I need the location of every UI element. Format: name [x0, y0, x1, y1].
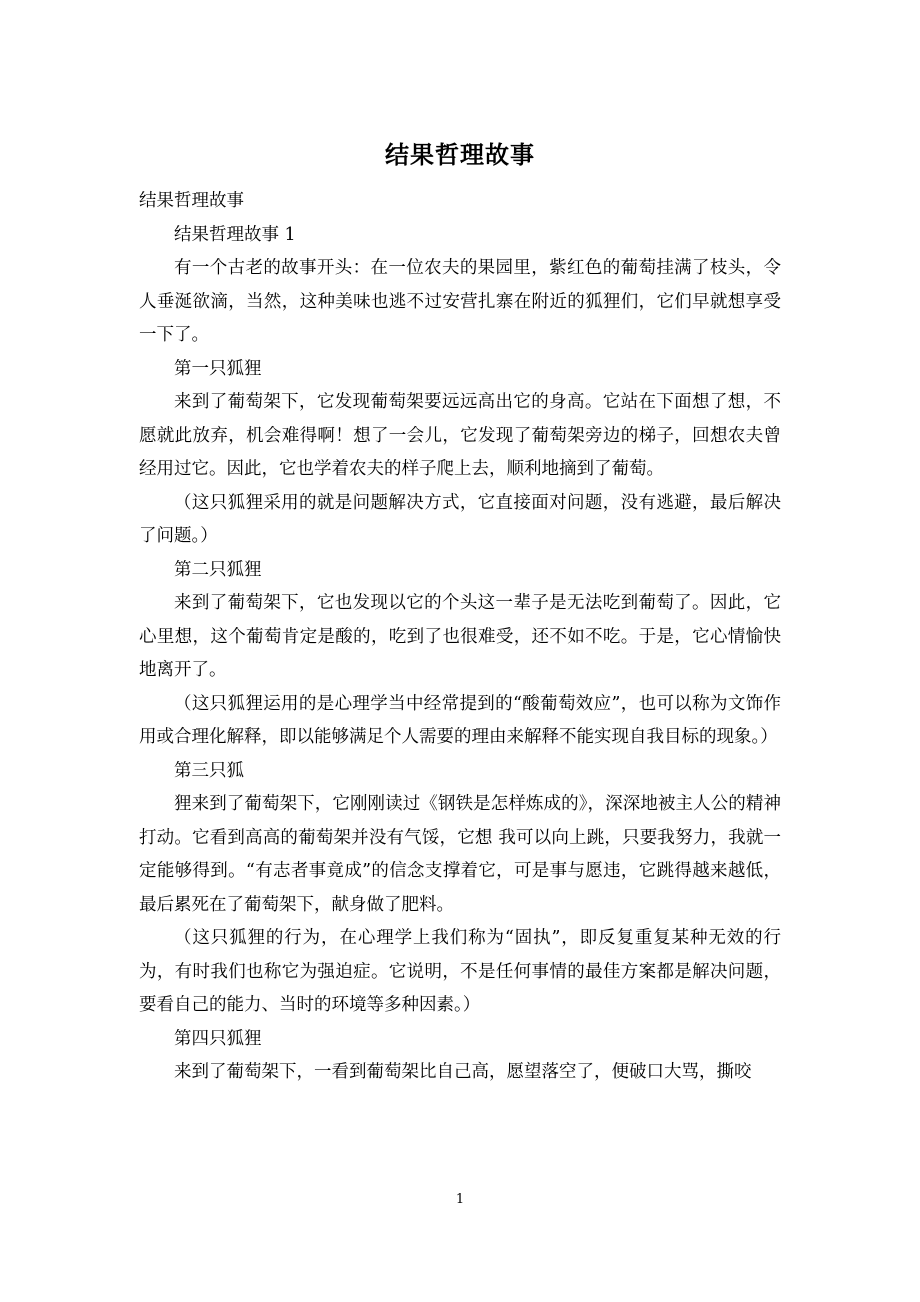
paragraph: 来到了葡萄架下，它发现葡萄架要远远高出它的身高。它站在下面想了想，不愿就此放弃，机会难得啊！想了一会儿，它发现了葡萄架旁边的梯子，回想农夫曾经用过它。因此，它也学着农夫的样子爬上去，顺利地摘到了葡萄。	[139, 392, 781, 479]
paragraph: 结果哲理故事	[139, 191, 244, 211]
section-heading: 第一只狐狸	[174, 358, 262, 379]
document-title: 结果哲理故事	[385, 140, 535, 169]
paragraph: 来到了葡萄架下，它也发现以它的个头这一辈子是无法吃到葡萄了。因此，它心里想，这个葡萄肯定是酸的，吃到了也很难受，还不如不吃。于是，它心情愉快地离开了。	[139, 593, 781, 680]
paragraph: 有一个古老的故事开头：在一位农夫的果园里，紫红色的葡萄挂满了枝头，令人垂涎欲滴，当然，这种美味也逃不过安营扎寨在附近的狐狸们，它们早就想享受一下了。	[139, 258, 781, 345]
section-heading: 第三只狐	[174, 760, 244, 781]
paragraph: 结果哲理故事 1	[174, 224, 296, 245]
paragraph: 狸来到了葡萄架下，它刚刚读过《钢铁是怎样炼成的》，深深地被主人公的精神打动。它看到高高的葡萄架并没有气馁，它想 我可以向上跳，只要我努力，我就一定能够得到。“有志者事竟成”的信念支撑着它，可是事与愿违，它跳得越来越低，最后累死在了葡萄架下，献身做了肥料。	[139, 794, 781, 915]
document-body	[139, 185, 781, 1090]
section-heading: 第二只狐狸	[174, 559, 262, 580]
paragraph-note: （这只狐狸采用的就是问题解决方式，它直接面对问题，没有逃避，最后解决了问题。）	[139, 492, 781, 546]
page-number: 1	[455, 1192, 465, 1207]
paragraph: 来到了葡萄架下，一看到葡萄架比自己高，愿望落空了，便破口大骂，撕咬	[174, 1062, 752, 1082]
section-heading: 第四只狐狸	[174, 1028, 262, 1049]
paragraph-note: （这只狐狸的行为，在心理学上我们称为“固执”，即反复重复某种无效的行为，有时我们也称它为强迫症。它说明，不是任何事情的最佳方案都是解决问题，要看自己的能力、当时的环境等多种因素。）	[139, 928, 781, 1015]
paragraph-note: （这只狐狸运用的是心理学当中经常提到的“酸葡萄效应”，也可以称为文饰作用或合理化解释，即以能够满足个人需要的理由来解释不能实现自我目标的现象。）	[139, 693, 781, 747]
